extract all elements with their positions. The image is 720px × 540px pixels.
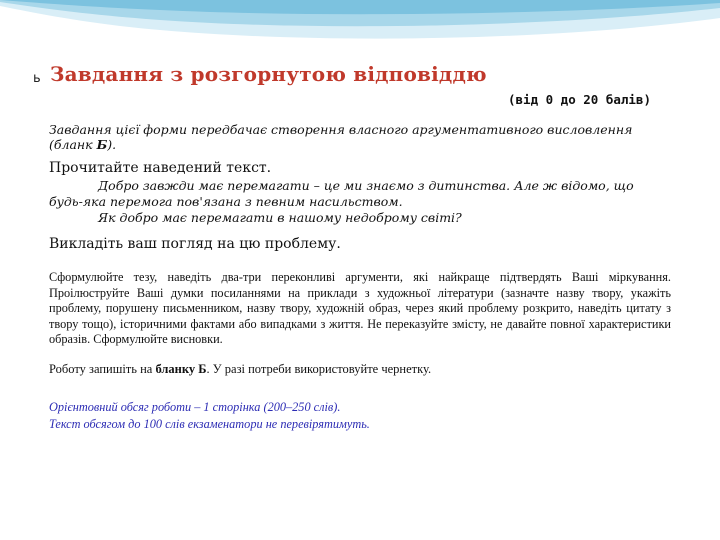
- quote-line-2: Як добро має перемагати в нашому недоброму світі?: [98, 210, 462, 225]
- task-instructions: Сформулюйте тезу, наведіть два-три переконливі аргументи, які найкраще підтвердять Ваші міркування. Проілюструйте Ваші думки посиланнями на приклади з художньої літератури (зазначте назву твору, укажіть проблему, порушену письменником, назву твору, художній образ, через який проблему розкрито, наведіть цитату з твору тощо), історичними фактами або випадками з життя. Не переказуйте змісту, не давайте повної характеристики образів. Сформулюйте висновки.: [49, 270, 671, 346]
- points-range: (від 0 до 20 балів): [508, 92, 651, 107]
- intro-prefix: Завдання цієї форми передбачає створення власного аргументативного висловлення (бланк: [49, 122, 633, 152]
- note-line-2: Текст обсягом до 100 слів екзаменатори не перевірятимуть.: [49, 417, 370, 431]
- write-prefix: Роботу запишіть на: [49, 362, 156, 376]
- reading-prompt: Прочитайте наведений текст.: [49, 160, 272, 176]
- note-line-1: Орієнтовний обсяг роботи – 1 сторінка (200–250 слів).: [49, 400, 341, 414]
- header-wave-decoration: [0, 0, 720, 70]
- intro-blank-letter: Б: [96, 137, 108, 152]
- page-title: Завдання з розгорнутою відповіддю: [50, 62, 487, 86]
- quoted-text: [49, 178, 669, 226]
- write-instruction: [49, 362, 431, 377]
- write-bold: бланку Б: [155, 362, 207, 376]
- volume-note: [49, 399, 649, 433]
- intro-paragraph: [49, 122, 649, 152]
- intro-suffix: ).: [107, 137, 117, 152]
- quote-line-1: Добро завжди має перемагати – це ми знаємо з дитинства. Але ж відомо, що будь-яка перемога пов'язана з певним насильством.: [49, 178, 634, 209]
- write-suffix: . У разі потреби використовуйте чернетку.: [206, 362, 432, 376]
- bullet-marker: ь: [33, 71, 41, 86]
- task-statement: Викладіть ваш погляд на цю проблему.: [49, 236, 341, 252]
